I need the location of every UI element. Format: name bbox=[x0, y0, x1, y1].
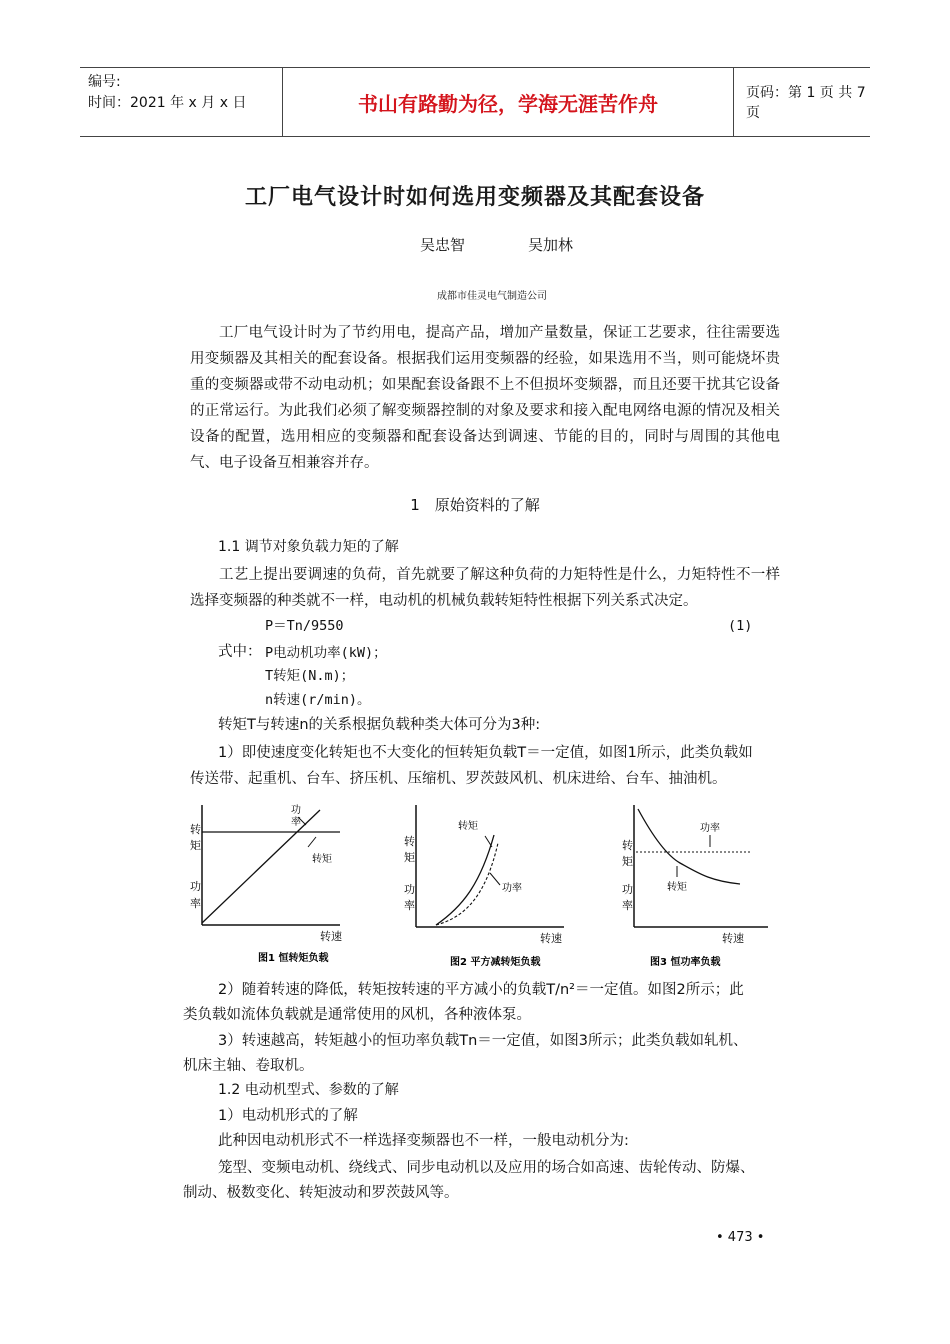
author-2: 吴加林 bbox=[528, 236, 574, 254]
fig1-y-top2: 矩 bbox=[190, 839, 201, 852]
fig3-y-bottom: 功 bbox=[622, 883, 633, 896]
fig2-y-top2: 矩 bbox=[404, 851, 415, 864]
fig2-torque-pointer bbox=[485, 836, 492, 847]
intro-text: 工厂电气设计时为了节约用电，提高产品，增加产量数量，保证工艺要求，往往需要选用变频器及其相关的配套设备。根据我们运用变频器的经验，如果选用不当，则可能烧坏贵重的变频器或带不动电动机；如果配套设备跟不上不但损坏变频器，而且还要干扰其它设备的正常运行。为此我们必须了解变频器控制的对象及要求和接入配电网络电源的情况及相关设备的配置，选用相应的变频器和配套设备达到调速、节能的目的，同时与周围的其他电气、电子设备互相兼容并存。 bbox=[190, 325, 780, 471]
fig1-power-line bbox=[202, 810, 320, 923]
section-1-heading: 1 原始资料的了解 bbox=[410, 496, 540, 514]
formula-number: (1) bbox=[728, 618, 753, 634]
def-p: P电动机功率(kW)； bbox=[265, 645, 387, 661]
fig1-caption: 图1 恒转矩负载 bbox=[258, 953, 329, 964]
article-title: 工厂电气设计时如何选用变频器及其配套设备 bbox=[244, 185, 705, 210]
fig1-torque-label: 转矩 bbox=[312, 854, 332, 865]
figure-2 bbox=[404, 805, 564, 968]
where-label: 式中： bbox=[218, 644, 262, 660]
fig2-x-label: 转速 bbox=[540, 932, 562, 945]
item1-line1: 1）即使速度变化转矩也不大变化的恒转矩负载T＝一定值，如图1所示，此类负载如 bbox=[218, 745, 753, 761]
figure-3 bbox=[622, 805, 768, 968]
fig1-y-bottom: 功 bbox=[190, 880, 201, 893]
item1-line2: 传送带、起重机、台车、挤压机、压缩机、罗茨鼓风机、机床进给、台车、抽油机。 bbox=[190, 771, 727, 787]
motor-paragraph-1: 此种因电动机形式不一样选择变频器也不一样，一般电动机分为: bbox=[218, 1133, 629, 1149]
fig2-torque-label: 转矩 bbox=[458, 821, 478, 832]
motor-paragraph-2-line1: 笼型、变频电动机、绕线式、同步电动机以及应用的场合如高速、齿轮传动、防爆、 bbox=[218, 1160, 755, 1176]
intro-paragraph bbox=[190, 320, 780, 476]
time-label: 时间：2021 年 x 月 x 日 bbox=[88, 95, 247, 111]
formula: P＝Tn/9550 bbox=[265, 618, 344, 634]
motor-paragraph-2-line2: 制动、极数变化、转矩波动和罗茨鼓风等。 bbox=[183, 1185, 459, 1201]
fig3-y-top2: 矩 bbox=[622, 855, 633, 868]
def-t: T转矩(N.m)； bbox=[265, 668, 355, 684]
fig2-y-top: 转 bbox=[404, 835, 415, 848]
fig1-power-label1: 功 bbox=[291, 805, 301, 816]
header-meta bbox=[80, 68, 280, 136]
relation-text: 转矩T与转速n的关系根据负载种类大体可分为3种: bbox=[218, 717, 541, 733]
fig1-y-top: 转 bbox=[190, 823, 201, 836]
page-number: • 473 • bbox=[716, 1230, 765, 1245]
fig3-x-label: 转速 bbox=[722, 932, 744, 945]
fig2-caption: 图2 平方减转矩负载 bbox=[450, 957, 541, 968]
header-table bbox=[80, 67, 870, 137]
subsection-1-1: 1.1 调节对象负载力矩的了解 bbox=[218, 539, 399, 555]
fig3-y-bottom2: 率 bbox=[622, 899, 633, 912]
page-info: 页码：第 1 页 共 7 页 bbox=[746, 85, 866, 121]
fig1-torque-pointer bbox=[308, 837, 316, 847]
fig1-power-label2: 率 bbox=[291, 817, 301, 828]
fig2-y-bottom2: 率 bbox=[404, 899, 415, 912]
motor-item: 1）电动机形式的了解 bbox=[218, 1108, 358, 1124]
author-1: 吴忠智 bbox=[420, 236, 466, 254]
item2-line2: 类负载如流体负载就是通常使用的风机，各种液体泵。 bbox=[183, 1007, 531, 1023]
fig1-y-bottom2: 率 bbox=[190, 897, 201, 910]
fig3-torque-label: 转矩 bbox=[667, 882, 687, 893]
item3-line2: 机床主轴、卷取机。 bbox=[183, 1058, 314, 1074]
item3-line1: 3）转速越高，转矩越小的恒功率负载Tn＝一定值，如图3所示；此类负载如轧机、 bbox=[218, 1033, 748, 1049]
paragraph-1-1 bbox=[190, 562, 780, 614]
fig3-caption: 图3 恒功率负载 bbox=[650, 957, 721, 968]
number-label: 编号: bbox=[88, 74, 121, 90]
motto: 书山有路勤为径，学海无涯苦作舟 bbox=[282, 68, 734, 136]
def-n: n转速(r/min)。 bbox=[265, 692, 371, 708]
fig2-torque-curve bbox=[436, 835, 494, 925]
subsection-1-2: 1.2 电动机型式、参数的了解 bbox=[218, 1082, 399, 1098]
paragraph-1-1-text: 工艺上提出要调速的负荷，首先就要了解这种负荷的力矩特性是什么，力矩特性不一样选择变频器的种类就不一样，电动机的机械负载转矩特性根据下列关系式决定。 bbox=[190, 567, 780, 609]
fig2-y-bottom: 功 bbox=[404, 883, 415, 896]
affiliation: 成都市佳灵电气制造公司 bbox=[437, 291, 547, 302]
fig2-power-label: 功率 bbox=[502, 883, 522, 894]
fig3-y-top: 转 bbox=[622, 839, 633, 852]
fig2-power-pointer bbox=[490, 873, 500, 885]
item2-line1: 2）随着转速的降低，转矩按转速的平方减小的负载T/n²＝一定值。如图2所示；此 bbox=[218, 982, 744, 998]
fig1-x-label: 转速 bbox=[320, 930, 342, 943]
figure-1 bbox=[190, 803, 342, 964]
fig2-power-curve bbox=[436, 843, 498, 925]
fig3-power-label: 功率 bbox=[700, 823, 720, 834]
fig3-torque-curve bbox=[638, 809, 740, 884]
figures-svg bbox=[180, 795, 780, 975]
